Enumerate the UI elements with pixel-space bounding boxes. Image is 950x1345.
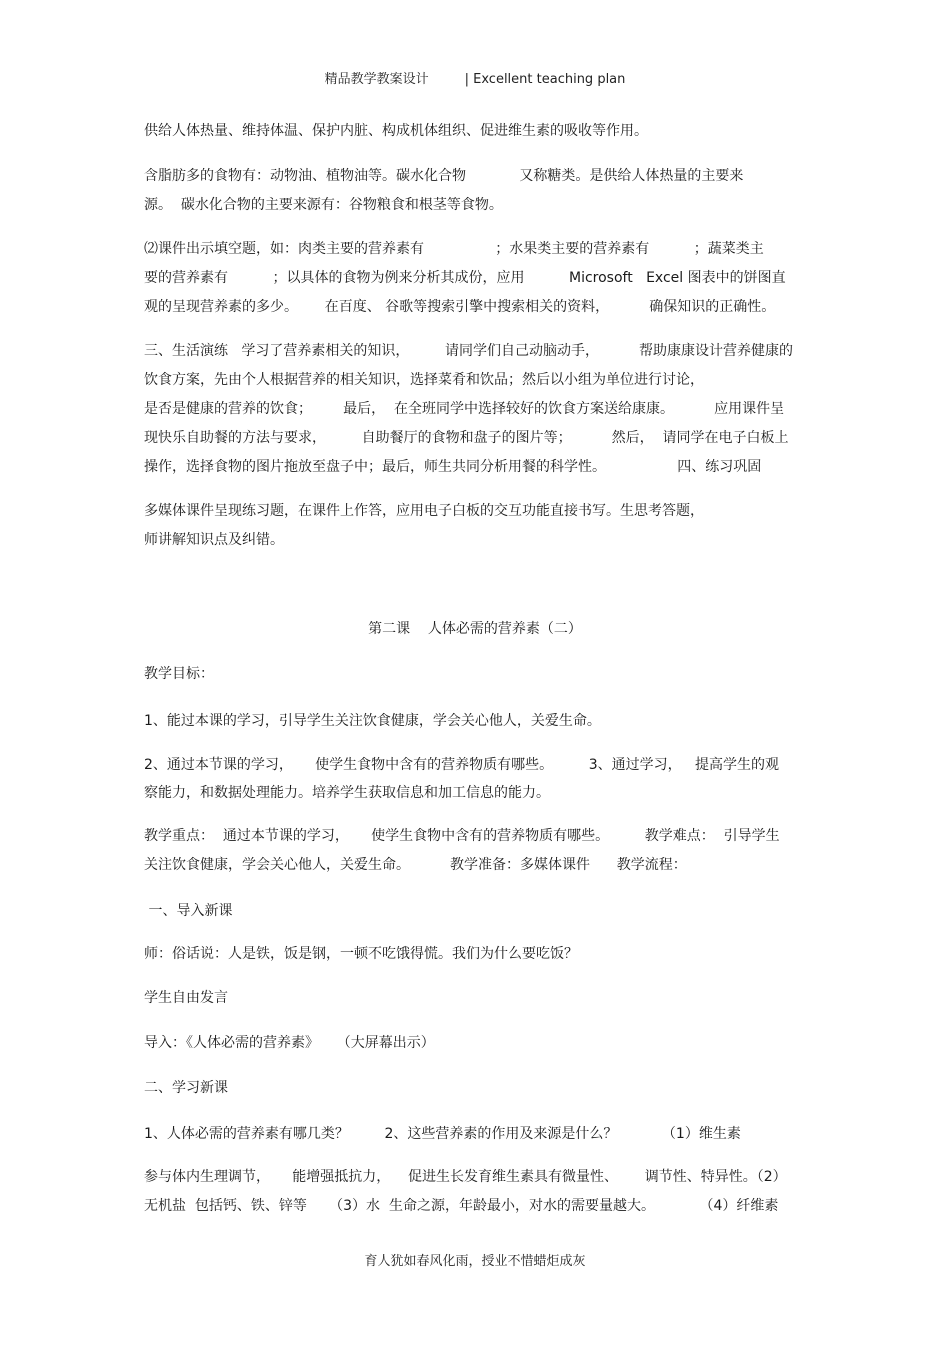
body-line: 关注饮食健康，学会关心他人，关爱生命。 教学准备：多媒体课件 教学流程： — [144, 857, 687, 873]
body-line: 师讲解知识点及纠错。 — [144, 532, 284, 548]
body-line: 察能力，和数据处理能力。培养学生获取信息和加工信息的能力。 — [144, 785, 550, 801]
header-title-cn: 精品教学教案设计 — [324, 72, 429, 87]
body-line: 操作，选择食物的图片拖放至盘子中；最后，师生共同分析用餐的科学性。 四、练习巩固 — [144, 459, 762, 475]
header-title-en: | Excellent teaching plan — [464, 72, 626, 87]
body-line: 参与体内生理调节， 能增强抵抗力， 促进生长发育维生素具有微量性、 调节性、特异性。（2） — [144, 1169, 787, 1185]
section-heading: 一、导入新课 — [144, 903, 233, 919]
body-line: 2、通过本节课的学习， 使学生食物中含有的营养物质有哪些。 3、通过学习， 提高学生的观 — [144, 757, 780, 773]
body-line: 师：俗话说：人是铁，饭是钢，一顿不吃饿得慌。我们为什么要吃饭？ — [144, 946, 578, 962]
body-line: ⑵课件出示填空题，如：肉类主要的营养素有 ；水果类主要的营养素有 ；蔬菜类主 — [144, 241, 764, 257]
body-line: 1、能过本课的学习，引导学生关注饮食健康，学会关心他人，关爱生命。 — [144, 713, 601, 729]
page-header — [0, 68, 950, 87]
section-heading: 教学目标： — [144, 666, 214, 682]
section-heading: 二、学习新课 — [144, 1080, 228, 1096]
body-line: 教学重点： 通过本节课的学习， 使学生食物中含有的营养物质有哪些。 教学难点： 引导学生 — [144, 828, 780, 844]
body-line: 源。 碳水化合物的主要来源有：谷物粮食和根茎等食物。 — [144, 197, 503, 213]
body-line: 无机盐 包括钙、铁、锌等 （3）水 生命之源，年龄最小，对水的需要量越大。 （4）纤维素 — [144, 1198, 779, 1214]
body-line: 供给人体热量、维持体温、保护内脏、构成机体组织、促进维生素的吸收等作用。 — [144, 123, 648, 139]
page-footer: 育人犹如春风化雨，授业不惜蜡炬成灰 — [364, 1254, 586, 1269]
body-line: 是否是健康的营养的饮食； 最后， 在全班同学中选择较好的饮食方案送给康康。 应用课件呈 — [144, 401, 785, 417]
body-line: 导入：《人体必需的营养素》 （大屏幕出示） — [144, 1035, 435, 1051]
body-line: 含脂肪多的食物有：动物油、植物油等。碳水化合物 又称糖类。是供给人体热量的主要来 — [144, 168, 744, 184]
body-line: 三、生活演练 学习了营养素相关的知识， 请同学们自己动脑动手， 帮助康康设计营养健康的 — [144, 343, 794, 359]
body-line: 多媒体课件呈现练习题，在课件上作答，应用电子白板的交互功能直接书写。生思考答题， — [144, 503, 704, 519]
body-line: 1、人体必需的营养素有哪几类？ 2、这些营养素的作用及来源是什么？ （1）维生素 — [144, 1126, 741, 1142]
body-line: 现快乐自助餐的方法与要求， 自助餐厅的食物和盘子的图片等； 然后， 请同学在电子白板上 — [144, 430, 789, 446]
body-line: 观的呈现营养素的多少。 在百度、 谷歌等搜索引擎中搜索相关的资料， 确保知识的正确性。 — [144, 299, 776, 315]
lesson-title: 第二课 人体必需的营养素（二） — [368, 621, 582, 637]
body-line: 要的营养素有 ；以具体的食物为例来分析其成份，应用 Microsoft Excel 图表中的饼图直 — [144, 270, 786, 286]
body-line: 饮食方案，先由个人根据营养的相关知识，选择菜肴和饮品；然后以小组为单位进行讨论， — [144, 372, 704, 388]
body-line: 学生自由发言 — [144, 990, 228, 1006]
